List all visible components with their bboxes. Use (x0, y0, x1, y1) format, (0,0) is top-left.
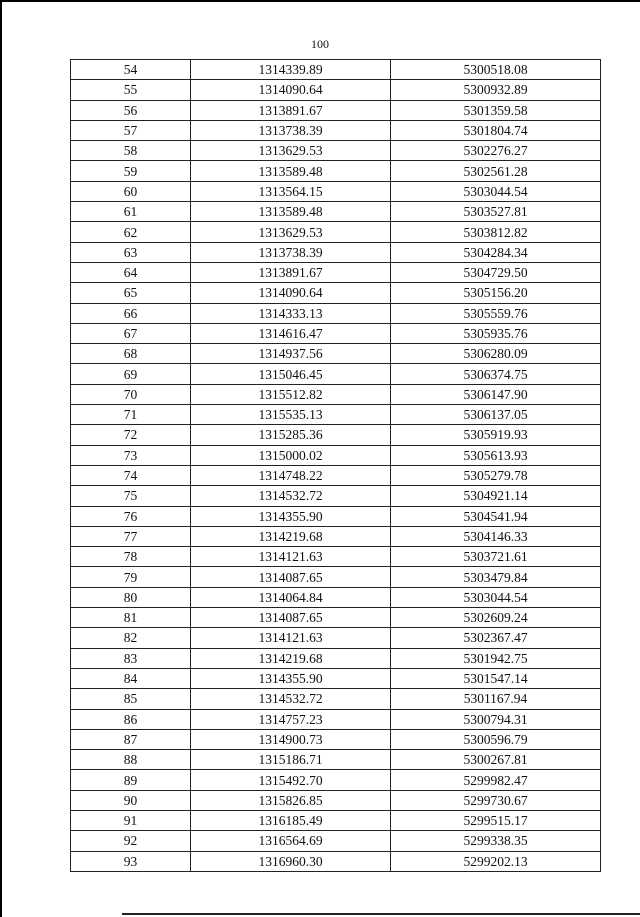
table-row (71, 668, 601, 688)
y-coordinate-cell: 5304921.14 (391, 486, 601, 506)
y-coordinate-cell: 5305559.76 (391, 303, 601, 323)
point-number-cell: 71 (71, 405, 191, 425)
point-number-cell: 59 (71, 161, 191, 181)
table-row (71, 810, 601, 830)
y-coordinate-cell: 5300596.79 (391, 729, 601, 749)
y-coordinate-cell: 5303721.61 (391, 547, 601, 567)
point-number-cell: 80 (71, 587, 191, 607)
y-coordinate-cell: 5301359.58 (391, 100, 601, 120)
table-row (71, 790, 601, 810)
y-coordinate-cell: 5301167.94 (391, 689, 601, 709)
point-number-cell: 91 (71, 810, 191, 830)
x-coordinate-cell: 1315535.13 (191, 405, 391, 425)
y-coordinate-cell: 5303044.54 (391, 181, 601, 201)
y-coordinate-cell: 5300932.89 (391, 80, 601, 100)
x-coordinate-cell: 1314121.63 (191, 628, 391, 648)
point-number-cell: 76 (71, 506, 191, 526)
point-number-cell: 68 (71, 344, 191, 364)
point-number-cell: 87 (71, 729, 191, 749)
x-coordinate-cell: 1314090.64 (191, 80, 391, 100)
point-number-cell: 70 (71, 384, 191, 404)
point-number-cell: 61 (71, 202, 191, 222)
point-number-cell: 89 (71, 770, 191, 790)
x-coordinate-cell: 1315512.82 (191, 384, 391, 404)
y-coordinate-cell: 5300518.08 (391, 60, 601, 80)
y-coordinate-cell: 5302609.24 (391, 608, 601, 628)
point-number-cell: 69 (71, 364, 191, 384)
x-coordinate-cell: 1313891.67 (191, 100, 391, 120)
x-coordinate-cell: 1315186.71 (191, 750, 391, 770)
x-coordinate-cell: 1314121.63 (191, 547, 391, 567)
y-coordinate-cell: 5304146.33 (391, 526, 601, 546)
table-row (71, 709, 601, 729)
table-row (71, 526, 601, 546)
point-number-cell: 86 (71, 709, 191, 729)
y-coordinate-cell: 5302367.47 (391, 628, 601, 648)
x-coordinate-cell: 1314757.23 (191, 709, 391, 729)
point-number-cell: 73 (71, 445, 191, 465)
table-row (71, 851, 601, 871)
page-number: 100 (311, 37, 329, 51)
y-coordinate-cell: 5305613.93 (391, 445, 601, 465)
point-number-cell: 84 (71, 668, 191, 688)
table-row (71, 567, 601, 587)
x-coordinate-cell: 1316185.49 (191, 810, 391, 830)
y-coordinate-cell: 5301804.74 (391, 120, 601, 140)
table-row (71, 60, 601, 80)
x-coordinate-cell: 1314064.84 (191, 587, 391, 607)
x-coordinate-cell: 1314532.72 (191, 689, 391, 709)
table-row (71, 729, 601, 749)
x-coordinate-cell: 1314219.68 (191, 648, 391, 668)
table-row (71, 628, 601, 648)
table-row (71, 141, 601, 161)
y-coordinate-cell: 5299338.35 (391, 831, 601, 851)
table-row (71, 303, 601, 323)
point-number-cell: 92 (71, 831, 191, 851)
x-coordinate-cell: 1314339.89 (191, 60, 391, 80)
x-coordinate-cell: 1316564.69 (191, 831, 391, 851)
table-row (71, 689, 601, 709)
x-coordinate-cell: 1314087.65 (191, 608, 391, 628)
x-coordinate-cell: 1314900.73 (191, 729, 391, 749)
x-coordinate-cell: 1314355.90 (191, 506, 391, 526)
y-coordinate-cell: 5304284.34 (391, 242, 601, 262)
table-row (71, 486, 601, 506)
table-row (71, 608, 601, 628)
y-coordinate-cell: 5306147.90 (391, 384, 601, 404)
x-coordinate-cell: 1315492.70 (191, 770, 391, 790)
x-coordinate-cell: 1316960.30 (191, 851, 391, 871)
point-number-cell: 58 (71, 141, 191, 161)
point-number-cell: 82 (71, 628, 191, 648)
table-row (71, 161, 601, 181)
table-row (71, 323, 601, 343)
point-number-cell: 63 (71, 242, 191, 262)
y-coordinate-cell: 5299730.67 (391, 790, 601, 810)
y-coordinate-cell: 5299982.47 (391, 770, 601, 790)
y-coordinate-cell: 5305935.76 (391, 323, 601, 343)
table-row (71, 80, 601, 100)
y-coordinate-cell: 5303479.84 (391, 567, 601, 587)
x-coordinate-cell: 1313629.53 (191, 141, 391, 161)
point-number-cell: 62 (71, 222, 191, 242)
point-number-cell: 64 (71, 262, 191, 282)
table-row (71, 547, 601, 567)
point-number-cell: 75 (71, 486, 191, 506)
point-number-cell: 81 (71, 608, 191, 628)
y-coordinate-cell: 5301942.75 (391, 648, 601, 668)
x-coordinate-cell: 1315826.85 (191, 790, 391, 810)
table-row (71, 384, 601, 404)
x-coordinate-cell: 1313589.48 (191, 202, 391, 222)
y-coordinate-cell: 5303812.82 (391, 222, 601, 242)
table-row (71, 425, 601, 445)
coordinates-table (70, 59, 601, 872)
x-coordinate-cell: 1314616.47 (191, 323, 391, 343)
point-number-cell: 78 (71, 547, 191, 567)
table-row (71, 262, 601, 282)
table-row (71, 770, 601, 790)
x-coordinate-cell: 1315285.36 (191, 425, 391, 445)
coordinates-table-body (71, 60, 601, 872)
y-coordinate-cell: 5300794.31 (391, 709, 601, 729)
point-number-cell: 77 (71, 526, 191, 546)
table-row (71, 344, 601, 364)
table-row (71, 364, 601, 384)
point-number-cell: 74 (71, 465, 191, 485)
point-number-cell: 85 (71, 689, 191, 709)
point-number-cell: 79 (71, 567, 191, 587)
point-number-cell: 57 (71, 120, 191, 140)
x-coordinate-cell: 1313564.15 (191, 181, 391, 201)
x-coordinate-cell: 1314937.56 (191, 344, 391, 364)
x-coordinate-cell: 1314090.64 (191, 283, 391, 303)
y-coordinate-cell: 5303044.54 (391, 587, 601, 607)
y-coordinate-cell: 5306374.75 (391, 364, 601, 384)
point-number-cell: 54 (71, 60, 191, 80)
table-row (71, 242, 601, 262)
point-number-cell: 66 (71, 303, 191, 323)
y-coordinate-cell: 5305919.93 (391, 425, 601, 445)
x-coordinate-cell: 1313891.67 (191, 262, 391, 282)
x-coordinate-cell: 1313589.48 (191, 161, 391, 181)
y-coordinate-cell: 5302561.28 (391, 161, 601, 181)
point-number-cell: 56 (71, 100, 191, 120)
x-coordinate-cell: 1314219.68 (191, 526, 391, 546)
y-coordinate-cell: 5304541.94 (391, 506, 601, 526)
scan-border-top (0, 0, 640, 2)
x-coordinate-cell: 1313738.39 (191, 120, 391, 140)
x-coordinate-cell: 1314333.13 (191, 303, 391, 323)
table-row (71, 222, 601, 242)
table-row (71, 405, 601, 425)
point-number-cell: 83 (71, 648, 191, 668)
table-row (71, 120, 601, 140)
y-coordinate-cell: 5306137.05 (391, 405, 601, 425)
point-number-cell: 55 (71, 80, 191, 100)
y-coordinate-cell: 5301547.14 (391, 668, 601, 688)
table-row (71, 445, 601, 465)
x-coordinate-cell: 1314087.65 (191, 567, 391, 587)
table-row (71, 648, 601, 668)
y-coordinate-cell: 5305156.20 (391, 283, 601, 303)
table-row (71, 506, 601, 526)
point-number-cell: 65 (71, 283, 191, 303)
table-row (71, 831, 601, 851)
table-row (71, 587, 601, 607)
point-number-cell: 60 (71, 181, 191, 201)
table-row (71, 202, 601, 222)
point-number-cell: 93 (71, 851, 191, 871)
point-number-cell: 88 (71, 750, 191, 770)
x-coordinate-cell: 1314355.90 (191, 668, 391, 688)
x-coordinate-cell: 1314532.72 (191, 486, 391, 506)
x-coordinate-cell: 1313629.53 (191, 222, 391, 242)
x-coordinate-cell: 1315046.45 (191, 364, 391, 384)
x-coordinate-cell: 1313738.39 (191, 242, 391, 262)
x-coordinate-cell: 1315000.02 (191, 445, 391, 465)
table-row (71, 283, 601, 303)
table-row (71, 181, 601, 201)
y-coordinate-cell: 5299202.13 (391, 851, 601, 871)
point-number-cell: 67 (71, 323, 191, 343)
y-coordinate-cell: 5300267.81 (391, 750, 601, 770)
y-coordinate-cell: 5302276.27 (391, 141, 601, 161)
y-coordinate-cell: 5299515.17 (391, 810, 601, 830)
point-number-cell: 90 (71, 790, 191, 810)
y-coordinate-cell: 5303527.81 (391, 202, 601, 222)
table-row (71, 465, 601, 485)
y-coordinate-cell: 5305279.78 (391, 465, 601, 485)
y-coordinate-cell: 5306280.09 (391, 344, 601, 364)
scan-border-left (0, 0, 2, 917)
x-coordinate-cell: 1314748.22 (191, 465, 391, 485)
table-row (71, 100, 601, 120)
y-coordinate-cell: 5304729.50 (391, 262, 601, 282)
table-row (71, 750, 601, 770)
point-number-cell: 72 (71, 425, 191, 445)
scan-border-bottom (122, 913, 640, 915)
